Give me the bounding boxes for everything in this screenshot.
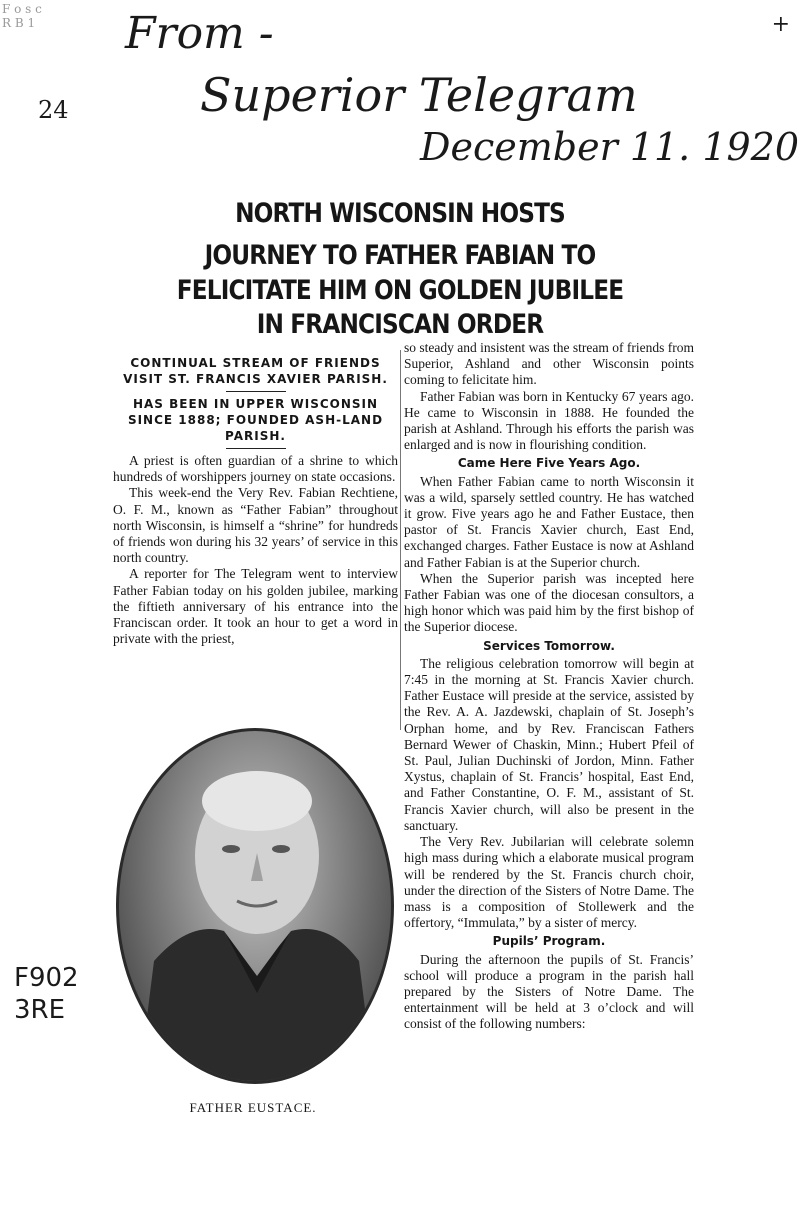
article-paragraph: The Very Rev. Jubilarian will celebrate solemn high mass during which a elaborate musical program will be rendered by the St. Francis church choir, under the direction of the Sisters of Notre Dame. The mass is a composition of Stollewerk and the offertory, “Immulata,” by a sister of mercy. [404, 834, 694, 931]
handwritten-number: 24 [38, 96, 69, 124]
article-paragraph: When Father Fabian came to north Wisconsin it was a wild, sparsely settled country. He has watched it grow. Five years ago he and Father Eustace, then pastor of St. Francis Xavier church, East End, exchanged charges. Father Eustace is now at Ashland and Father Fabian is at the Superior church. [404, 473, 694, 570]
portrait-photo [116, 728, 394, 1084]
article-paragraph: so steady and insistent was the stream of friends from Superior, Ashland and other Wisconsin points coming to felicitate him. [404, 340, 694, 388]
article-paragraph: The religious celebration tomorrow will begin at 7:45 in the morning at St. Francis Xavier church. Father Eustace will preside at the service, assisted by the Rev. A. A. Jazdewski, chaplain of St. Joseph’s Orphan home, and by Rev. Franciscan Fathers Bernard Wewer of Chaskin, Minn.; Hubert Pfeil of St. Paul, Julian Duchinski of Jordon, Minn. Father Xystus, chaplain of St. Francis’ hospital, East End, and Father Constantine, O. F. M., assistant of St. Francis Xavier church, will also be present in the sanctuary. [404, 655, 694, 833]
divider-rule [226, 391, 286, 392]
crosshead: Came Here Five Years Ago. [457, 456, 641, 471]
headline-line: JOURNEY TO FATHER FABIAN TO [204, 240, 596, 271]
article-paragraph: Father Fabian was born in Kentucky 67 years ago. He came to Wisconsin in 1888. He founded the parish at Ashland. Through his efforts the parish was enlarged and is now in flourishing condition. [404, 388, 694, 453]
article-paragraph: This week-end the Very Rev. Fabian Rechtiene, O. F. M., known as “Father Fabian” throughout north Wisconsin, is himself a “shrine” for hundreds of friends won during his 32 years’ of service in this north country. [113, 485, 398, 566]
photo-caption: FATHER EUSTACE. [189, 1100, 317, 1115]
left-column [113, 355, 398, 647]
article-paragraph: A reporter for The Telegram went to interview Father Fabian today on his golden jubilee, marking the fiftieth anniversary of his entrance into the Franciscan order. It took an hour to get a word in private with the priest, [113, 566, 398, 647]
portrait-illustration [119, 731, 391, 1081]
subheadline: HAS BEEN IN UPPER WISCONSIN SINCE 1888; FOUNDED ASH-LAND PARISH. [127, 397, 384, 443]
headline-line: NORTH WISCONSIN HOSTS [235, 198, 565, 229]
headline-line: IN FRANCISCAN ORDER [256, 309, 544, 340]
divider-rule [226, 448, 286, 449]
handwritten-publication: Superior Telegram [200, 68, 638, 122]
crosshead: Pupils’ Program. [492, 934, 606, 949]
right-column [404, 340, 694, 1033]
corner-plus-mark: + [771, 12, 790, 37]
call-number-line: F902 [14, 963, 79, 993]
article-paragraph: When the Superior parish was incepted here Father Fabian was one of the diocesan consultors, a high honor which was paid him by the first bishop of the Superior diocese. [404, 570, 694, 635]
column-divider [400, 350, 401, 730]
call-number [14, 962, 79, 1026]
call-number-line: 3RE [14, 995, 66, 1025]
article-paragraph: A priest is often guardian of a shrine to which hundreds of worshippers journey on state occasions. [113, 453, 398, 485]
subheadline: CONTINUAL STREAM OF FRIENDS VISIT ST. FRANCIS XAVIER PARISH. [123, 356, 388, 386]
handwritten-from: From - [125, 8, 274, 59]
handwritten-date: December 11. 1920 [420, 125, 800, 169]
crosshead: Services Tomorrow. [483, 638, 615, 653]
corner-stamp: F o s c R B 1 [2, 2, 42, 30]
article-paragraph: During the afternoon the pupils of St. Francis’ school will produce a program in the parish hall prepared by the Sisters of Notre Dame. The entertainment will be held at 3 o’clock and will consist of the following numbers: [404, 951, 694, 1032]
headline-line: FELICITATE HIM ON GOLDEN JUBILEE [176, 275, 624, 306]
